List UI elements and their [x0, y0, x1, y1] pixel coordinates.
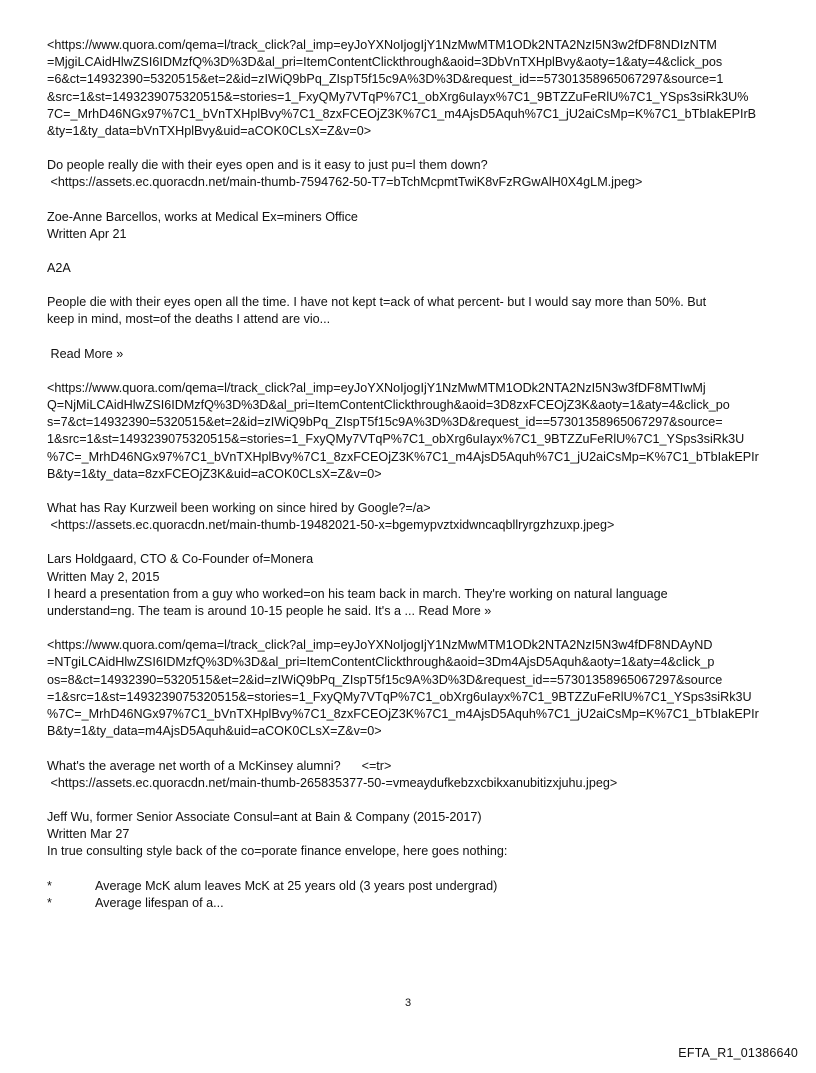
bullet-text: Average McK alum leaves McK at 25 years old (3 years post undergrad)	[95, 878, 498, 893]
author-line: Zoe-Anne Barcellos, works at Medical Ex=miners Office Written Apr 21	[47, 209, 358, 241]
spacer	[47, 277, 772, 294]
spacer	[47, 483, 772, 500]
text-block: <https://www.quora.com/qema=l/track_click?al_imp=eyJoYXNoIjogIjY1NzMwMTM1ODk2NTA2NzI5N3w2fDF8NDIzNTM =MjgiLCAidHlwZSI6IDMzfQ%3D%3D&al_pri=ItemContentClickthrough&aoid=3DbVnTXHplBvy&aoty=1&aty=4&click_pos =6&ct=14932390=5320515&et=2&id=zIWiQ9bPq_ZIspT5f15c9A%3D%3D&request_id==57301358965067297&source=1 &src=1&st=1493239075320515&=stories=1_FxyQMy7VTqP%7C1_obXrg6uIayx%7C1_9BTZZuFeRlU%7C1_YSps3siRk3U% 7C=_MrhD46NGx97%7C1_bVnTXHplBvy%7C1_8zxFCEOjZ3K%7C1_m4AjsD5Aquh%7C1_jU2aiCsMp=K%7C1_bTbIakEPIrB &ty=1&ty_data=bVnTXHplBvy&uid=aCOK0CLsX=Z&v=0>	[47, 38, 757, 139]
spacer	[47, 741, 772, 758]
spacer	[47, 534, 772, 551]
bullet-item	[47, 878, 772, 895]
document-body	[47, 37, 772, 912]
spacer	[47, 792, 772, 809]
spacer	[47, 140, 772, 157]
spacer	[47, 620, 772, 637]
read-more-link: Read More »	[47, 346, 124, 361]
bullet-mark: *	[47, 878, 52, 893]
page-number: 3	[404, 997, 412, 1009]
document-id: EFTA_R1_01386640	[678, 1046, 798, 1060]
bullet-text: Average lifespan of a...	[95, 895, 224, 910]
a2a-label: A2A	[47, 261, 71, 276]
answer-excerpt: People die with their eyes open all the time. I have not kept t=ack of what percent- but I would say more than 50%. But keep in mind, most=of the deaths I attend are vio...	[47, 295, 707, 327]
text-block: <https://www.quora.com/qema=l/track_click?al_imp=eyJoYXNoIjogIjY1NzMwMTM1ODk2NTA2NzI5N3w3fDF8MTIwMj Q=NjMiLCAidHlwZSI6IDMzfQ%3D%3D&al_pri=ItemContentClickthrough&aoid=3D8zxFCEOjZ3K&aoty=1&aty=4&click_po s=7&ct=14932390=5320515&et=2&id=zIWiQ9bPq_ZIspT5f15c9A%3D%3D&request_id==57301358965067297&source= 1&src=1&st=1493239075320515&=stories=1_FxyQMy7VTqP%7C1_obXrg6uIayx%7C1_9BTZZuFeRlU%7C1_YSps3siRk3U %7C=_MrhD46NGx97%7C1_bVnTXHplBvy%7C1_8zxFCEOjZ3K%7C1_m4AjsD5Aquh%7C1_jU2aiCsMp=K%7C1_bTbIakEPIr B&ty=1&ty_data=8zxFCEOjZ3K&uid=aCOK0CLsX=Z&v=0>	[47, 380, 759, 481]
text-block: <https://www.quora.com/qema=l/track_click?al_imp=eyJoYXNoIjogIjY1NzMwMTM1ODk2NTA2NzI5N3w4fDF8NDAyND =NTgiLCAidHlwZSI6IDMzfQ%3D%3D&al_pri=ItemContentClickthrough&aoid=3Dm4AjsD5Aquh&aoty=1&aty=4&click_p os=8&ct=14932390=5320515&et=2&id=zIWiQ9bPq_ZIspT5f15c9A%3D%3D&request_id==57301358965067297&source =1&src=1&st=1493239075320515&=stories=1_FxyQMy7VTqP%7C1_obXrg6uIayx%7C1_9BTZZuFeRlU%7C1_YSps3siRk3U %7C=_MrhD46NGx97%7C1_bVnTXHplBvy%7C1_8zxFCEOjZ3K%7C1_m4AjsD5Aquh%7C1_jU2aiCsMp=K%7C1_bTbIakEPIr B&ty=1&ty_data=m4AjsD5Aquh&uid=aCOK0CLsX=Z&v=0>	[47, 638, 759, 739]
answer-excerpt: Jeff Wu, former Senior Associate Consul=ant at Bain & Company (2015-2017) Written Mar 27 In true consulting style back of the co=porate finance envelope, here goes nothing:	[47, 809, 508, 859]
spacer	[47, 192, 772, 209]
spacer	[47, 243, 772, 260]
answer-excerpt: Lars Holdgaard, CTO & Co-Founder of=Monera Written May 2, 2015 I heard a presentation from a guy who worked=on his team back in march. They're working on natural language understand=ng. The team is around 10-15 people he said. It's a ... Read More »	[47, 552, 668, 619]
spacer	[47, 363, 772, 380]
question-title: Do people really die with their eyes open and is it easy to just pu=l them down? <https://assets.ec.quoracdn.net/main-thumb-7594762-50-T7=bTchMcpmtTwiK8vFzRGwAlH0X4gLM.jpeg>	[47, 158, 643, 190]
question-title: What's the average net worth of a McKinsey alumni? <=tr> <https://assets.ec.quoracdn.net/main-thumb-265835377-50-=vmeaydufkebzxcbikxanubitizxjuhu.jpeg>	[47, 758, 618, 790]
spacer	[47, 861, 772, 878]
question-title: What has Ray Kurzweil been working on since hired by Google?=/a> <https://assets.ec.quoracdn.net/main-thumb-19482021-50-x=bgemypvztxidwncaqbllryrgzhzuxp.jpeg>	[47, 501, 615, 533]
spacer	[47, 329, 772, 346]
bullet-item	[47, 895, 772, 912]
bullet-mark: *	[47, 895, 52, 910]
